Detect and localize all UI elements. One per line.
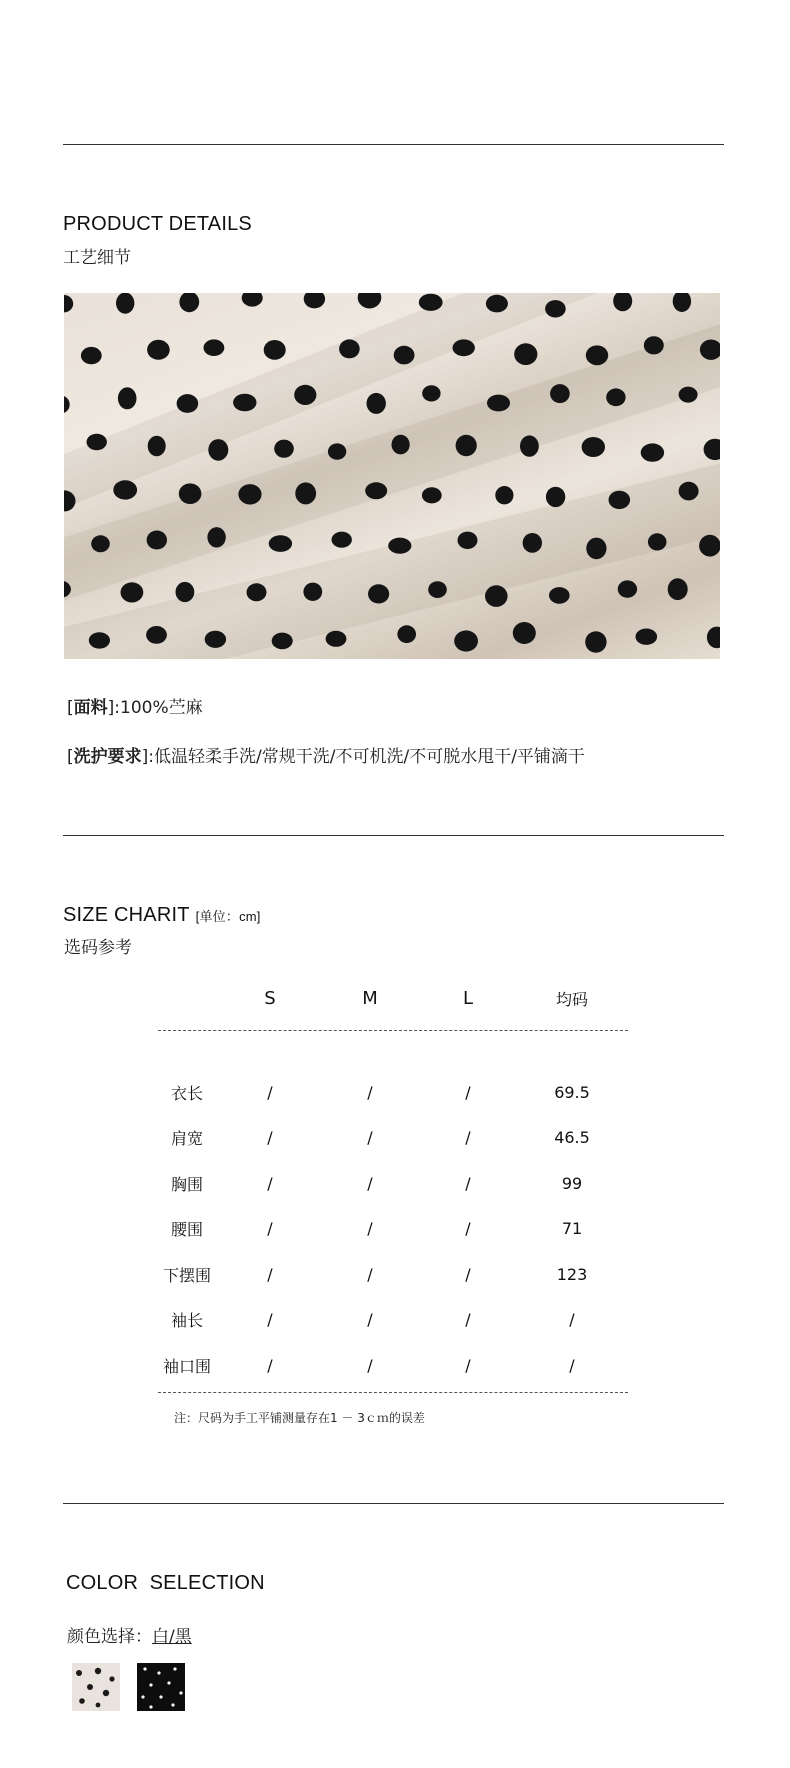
- swatch-dot: [76, 1670, 82, 1676]
- cell-m: /: [367, 1310, 373, 1330]
- polka-dot: [242, 293, 263, 307]
- polka-dot: [648, 533, 667, 550]
- polka-dot: [233, 394, 256, 412]
- polka-dot: [609, 491, 631, 509]
- fabric-photo: [64, 293, 720, 659]
- polka-dot: [204, 339, 225, 356]
- row-label: 袖长: [170, 1311, 203, 1331]
- polka-dot: [422, 487, 442, 503]
- cell-one: 123: [556, 1264, 588, 1284]
- cell-m: /: [367, 1355, 373, 1375]
- table-row: [154, 1343, 628, 1389]
- cell-m: /: [367, 1173, 373, 1193]
- polka-dot: [269, 535, 292, 552]
- swatch-dot: [149, 1683, 152, 1686]
- polka-dot: [618, 580, 637, 597]
- swatch-dot: [149, 1705, 152, 1708]
- swatch-dot: [179, 1691, 182, 1694]
- swatch-dot: [171, 1703, 174, 1706]
- table-row: [154, 1206, 628, 1252]
- polka-dot: [550, 384, 570, 403]
- cell-s: /: [267, 1082, 273, 1102]
- polka-dot: [586, 538, 606, 560]
- cell-s: /: [267, 1264, 273, 1284]
- polka-dot: [397, 625, 416, 643]
- polka-dot: [118, 387, 137, 409]
- size-table: [154, 972, 628, 1388]
- polka-dot: [679, 387, 698, 403]
- polka-dot: [606, 388, 625, 406]
- polka-dot: [89, 632, 110, 648]
- color-label: [67, 1622, 192, 1647]
- cell-m: /: [367, 1128, 373, 1148]
- polka-dot: [549, 587, 570, 604]
- polka-dot: [520, 435, 539, 456]
- color-value: 白/黑: [152, 1627, 192, 1647]
- polka-dot: [365, 482, 387, 499]
- divider-top: [63, 144, 724, 145]
- polka-dot: [294, 385, 316, 405]
- polka-dot: [328, 443, 346, 459]
- polka-dot: [679, 482, 699, 501]
- size-title-text: SIZE CHARIT: [63, 904, 190, 926]
- polka-dot: [487, 395, 510, 412]
- polka-dot: [707, 627, 720, 649]
- polka-dot: [419, 294, 443, 311]
- care-spec: [洗护要求]:低温轻柔手洗/常规干洗/不可机洗/不可脱水甩干/平铺滴干: [67, 747, 585, 767]
- care-label: 洗护要求: [73, 747, 142, 767]
- swatch-dot: [173, 1667, 176, 1670]
- polka-dot: [388, 538, 411, 554]
- polka-dot: [546, 487, 565, 507]
- cell-one: 71: [561, 1219, 583, 1239]
- color-label-text: 颜色选择：: [67, 1627, 152, 1647]
- polka-dot: [513, 622, 536, 644]
- cell-one: 99: [561, 1173, 583, 1193]
- row-label: 肩宽: [170, 1129, 203, 1149]
- row-label: 胸围: [170, 1174, 203, 1194]
- row-label: 衣长: [170, 1083, 203, 1103]
- table-row: [154, 1297, 628, 1343]
- polka-dot: [486, 295, 508, 313]
- polka-dot: [485, 585, 508, 607]
- polka-dot: [582, 437, 605, 457]
- polka-dot: [176, 582, 195, 602]
- size-header-blank: [154, 972, 220, 1024]
- cell-l: /: [465, 1219, 471, 1239]
- cell-one: /: [569, 1355, 575, 1375]
- fabric-spec: [面料]:100%苎麻: [67, 698, 203, 718]
- polka-dot: [304, 293, 325, 308]
- polka-dot: [422, 385, 440, 401]
- cell-s: /: [267, 1310, 273, 1330]
- polka-dot: [495, 486, 513, 504]
- polka-dot: [514, 343, 537, 365]
- polka-dot: [295, 482, 316, 504]
- swatch-white[interactable]: [72, 1663, 120, 1711]
- polka-dot: [87, 434, 107, 451]
- fabric-label: 面料: [73, 698, 108, 718]
- polka-dot: [91, 535, 110, 552]
- polka-dot: [332, 532, 352, 548]
- swatch-dot: [87, 1684, 93, 1690]
- polka-dot: [428, 581, 447, 598]
- polka-dot: [644, 336, 664, 354]
- cell-s: /: [267, 1173, 273, 1193]
- polka-dot: [699, 535, 720, 557]
- polka-dot: [392, 435, 410, 455]
- cell-l: /: [465, 1310, 471, 1330]
- swatch-dot: [157, 1671, 160, 1674]
- size-note: 注：尺码为手工平铺测量存在1 － 3ｃｍ的误差: [174, 1411, 425, 1425]
- polka-dot: [394, 346, 415, 365]
- polka-dot: [247, 583, 267, 601]
- polka-dot: [64, 395, 70, 413]
- polka-dot: [339, 339, 360, 358]
- polka-dot: [116, 293, 134, 314]
- size-header-s: S: [264, 987, 276, 1009]
- polka-dot: [545, 300, 566, 317]
- polka-dot: [586, 345, 608, 365]
- table-row: [154, 1070, 628, 1116]
- polka-dot: [368, 584, 389, 603]
- polka-dot: [179, 483, 202, 504]
- size-header-row: [154, 972, 628, 1024]
- size-title-cn: 选码参考: [64, 938, 132, 958]
- polka-dot: [704, 439, 720, 460]
- row-label: 腰围: [170, 1220, 203, 1240]
- size-header-one: 均码: [555, 989, 588, 1009]
- swatch-dot: [95, 1668, 101, 1674]
- polka-dot: [179, 293, 199, 312]
- size-unit: [单位：cm]: [195, 909, 261, 924]
- table-spacer: [154, 1024, 628, 1070]
- polka-dot: [64, 295, 73, 312]
- polka-dot: [367, 393, 386, 414]
- polka-dot: [303, 583, 322, 601]
- swatch-dot: [159, 1695, 162, 1698]
- polka-dot: [272, 633, 293, 650]
- polka-dot: [453, 339, 475, 356]
- polka-dot: [613, 293, 632, 311]
- details-title-en: PRODUCT DETAILS: [63, 213, 252, 235]
- cell-m: /: [367, 1219, 373, 1239]
- cell-s: /: [267, 1219, 273, 1239]
- polka-dot: [177, 394, 199, 413]
- cell-l: /: [465, 1264, 471, 1284]
- polka-dot: [81, 347, 102, 364]
- polka-dot: [113, 480, 137, 499]
- divider-bottom: [63, 1503, 724, 1504]
- size-title-en: [63, 904, 261, 927]
- polka-dot: [326, 631, 347, 647]
- swatch-dot: [103, 1690, 109, 1696]
- polka-dot: [274, 440, 294, 458]
- table-dash-bottom: [158, 1392, 628, 1393]
- cell-l: /: [465, 1355, 471, 1375]
- cell-m: /: [367, 1082, 373, 1102]
- polka-dot: [458, 532, 478, 549]
- color-title-en: COLOR SELECTION: [66, 1572, 265, 1594]
- swatch-dot: [109, 1676, 114, 1681]
- polka-dot: [668, 578, 688, 600]
- cell-s: /: [267, 1128, 273, 1148]
- polka-dot: [208, 439, 228, 461]
- swatch-dot: [141, 1695, 144, 1698]
- size-header-l: L: [462, 987, 474, 1009]
- polka-dot: [456, 435, 477, 456]
- size-header-m: M: [362, 987, 378, 1009]
- care-value: :低温轻柔手洗/常规干洗/不可机洗/不可脱水甩干/平铺滴干: [148, 747, 585, 767]
- polka-dot: [264, 340, 286, 360]
- polka-dot: [238, 484, 261, 504]
- swatch-dot: [167, 1681, 170, 1684]
- swatch-dot: [143, 1667, 146, 1670]
- row-label: 袖口围: [162, 1356, 211, 1376]
- swatch-dot: [79, 1698, 85, 1704]
- polka-dot: [147, 531, 167, 550]
- cell-m: /: [367, 1264, 373, 1284]
- cell-one: 69.5: [554, 1082, 590, 1102]
- polka-dot: [585, 631, 606, 652]
- swatch-black[interactable]: [137, 1663, 185, 1711]
- table-row: [154, 1161, 628, 1207]
- polka-dot: [641, 443, 664, 461]
- polka-dot: [147, 340, 170, 360]
- table-row: [154, 1115, 628, 1161]
- details-title-cn: 工艺细节: [63, 248, 131, 268]
- polka-dot: [358, 293, 382, 309]
- polka-dot: [673, 293, 691, 312]
- swatch-dot: [96, 1703, 101, 1708]
- polka-dot: [207, 527, 225, 547]
- cell-one: 46.5: [554, 1128, 590, 1148]
- cell-s: /: [267, 1355, 273, 1375]
- polka-dot: [636, 629, 658, 645]
- polka-dot: [121, 582, 144, 602]
- divider-middle: [63, 835, 724, 836]
- polka-dot: [148, 436, 166, 457]
- polka-dot: [454, 630, 478, 651]
- row-label: 下摆围: [162, 1265, 211, 1285]
- polka-dot: [205, 631, 226, 648]
- table-row: [154, 1252, 628, 1298]
- fabric-value: :100%苎麻: [114, 698, 203, 718]
- polka-dot: [523, 533, 542, 553]
- cell-one: /: [569, 1310, 575, 1330]
- polka-dot: [146, 626, 167, 644]
- cell-l: /: [465, 1173, 471, 1193]
- cell-l: /: [465, 1128, 471, 1148]
- cell-l: /: [465, 1082, 471, 1102]
